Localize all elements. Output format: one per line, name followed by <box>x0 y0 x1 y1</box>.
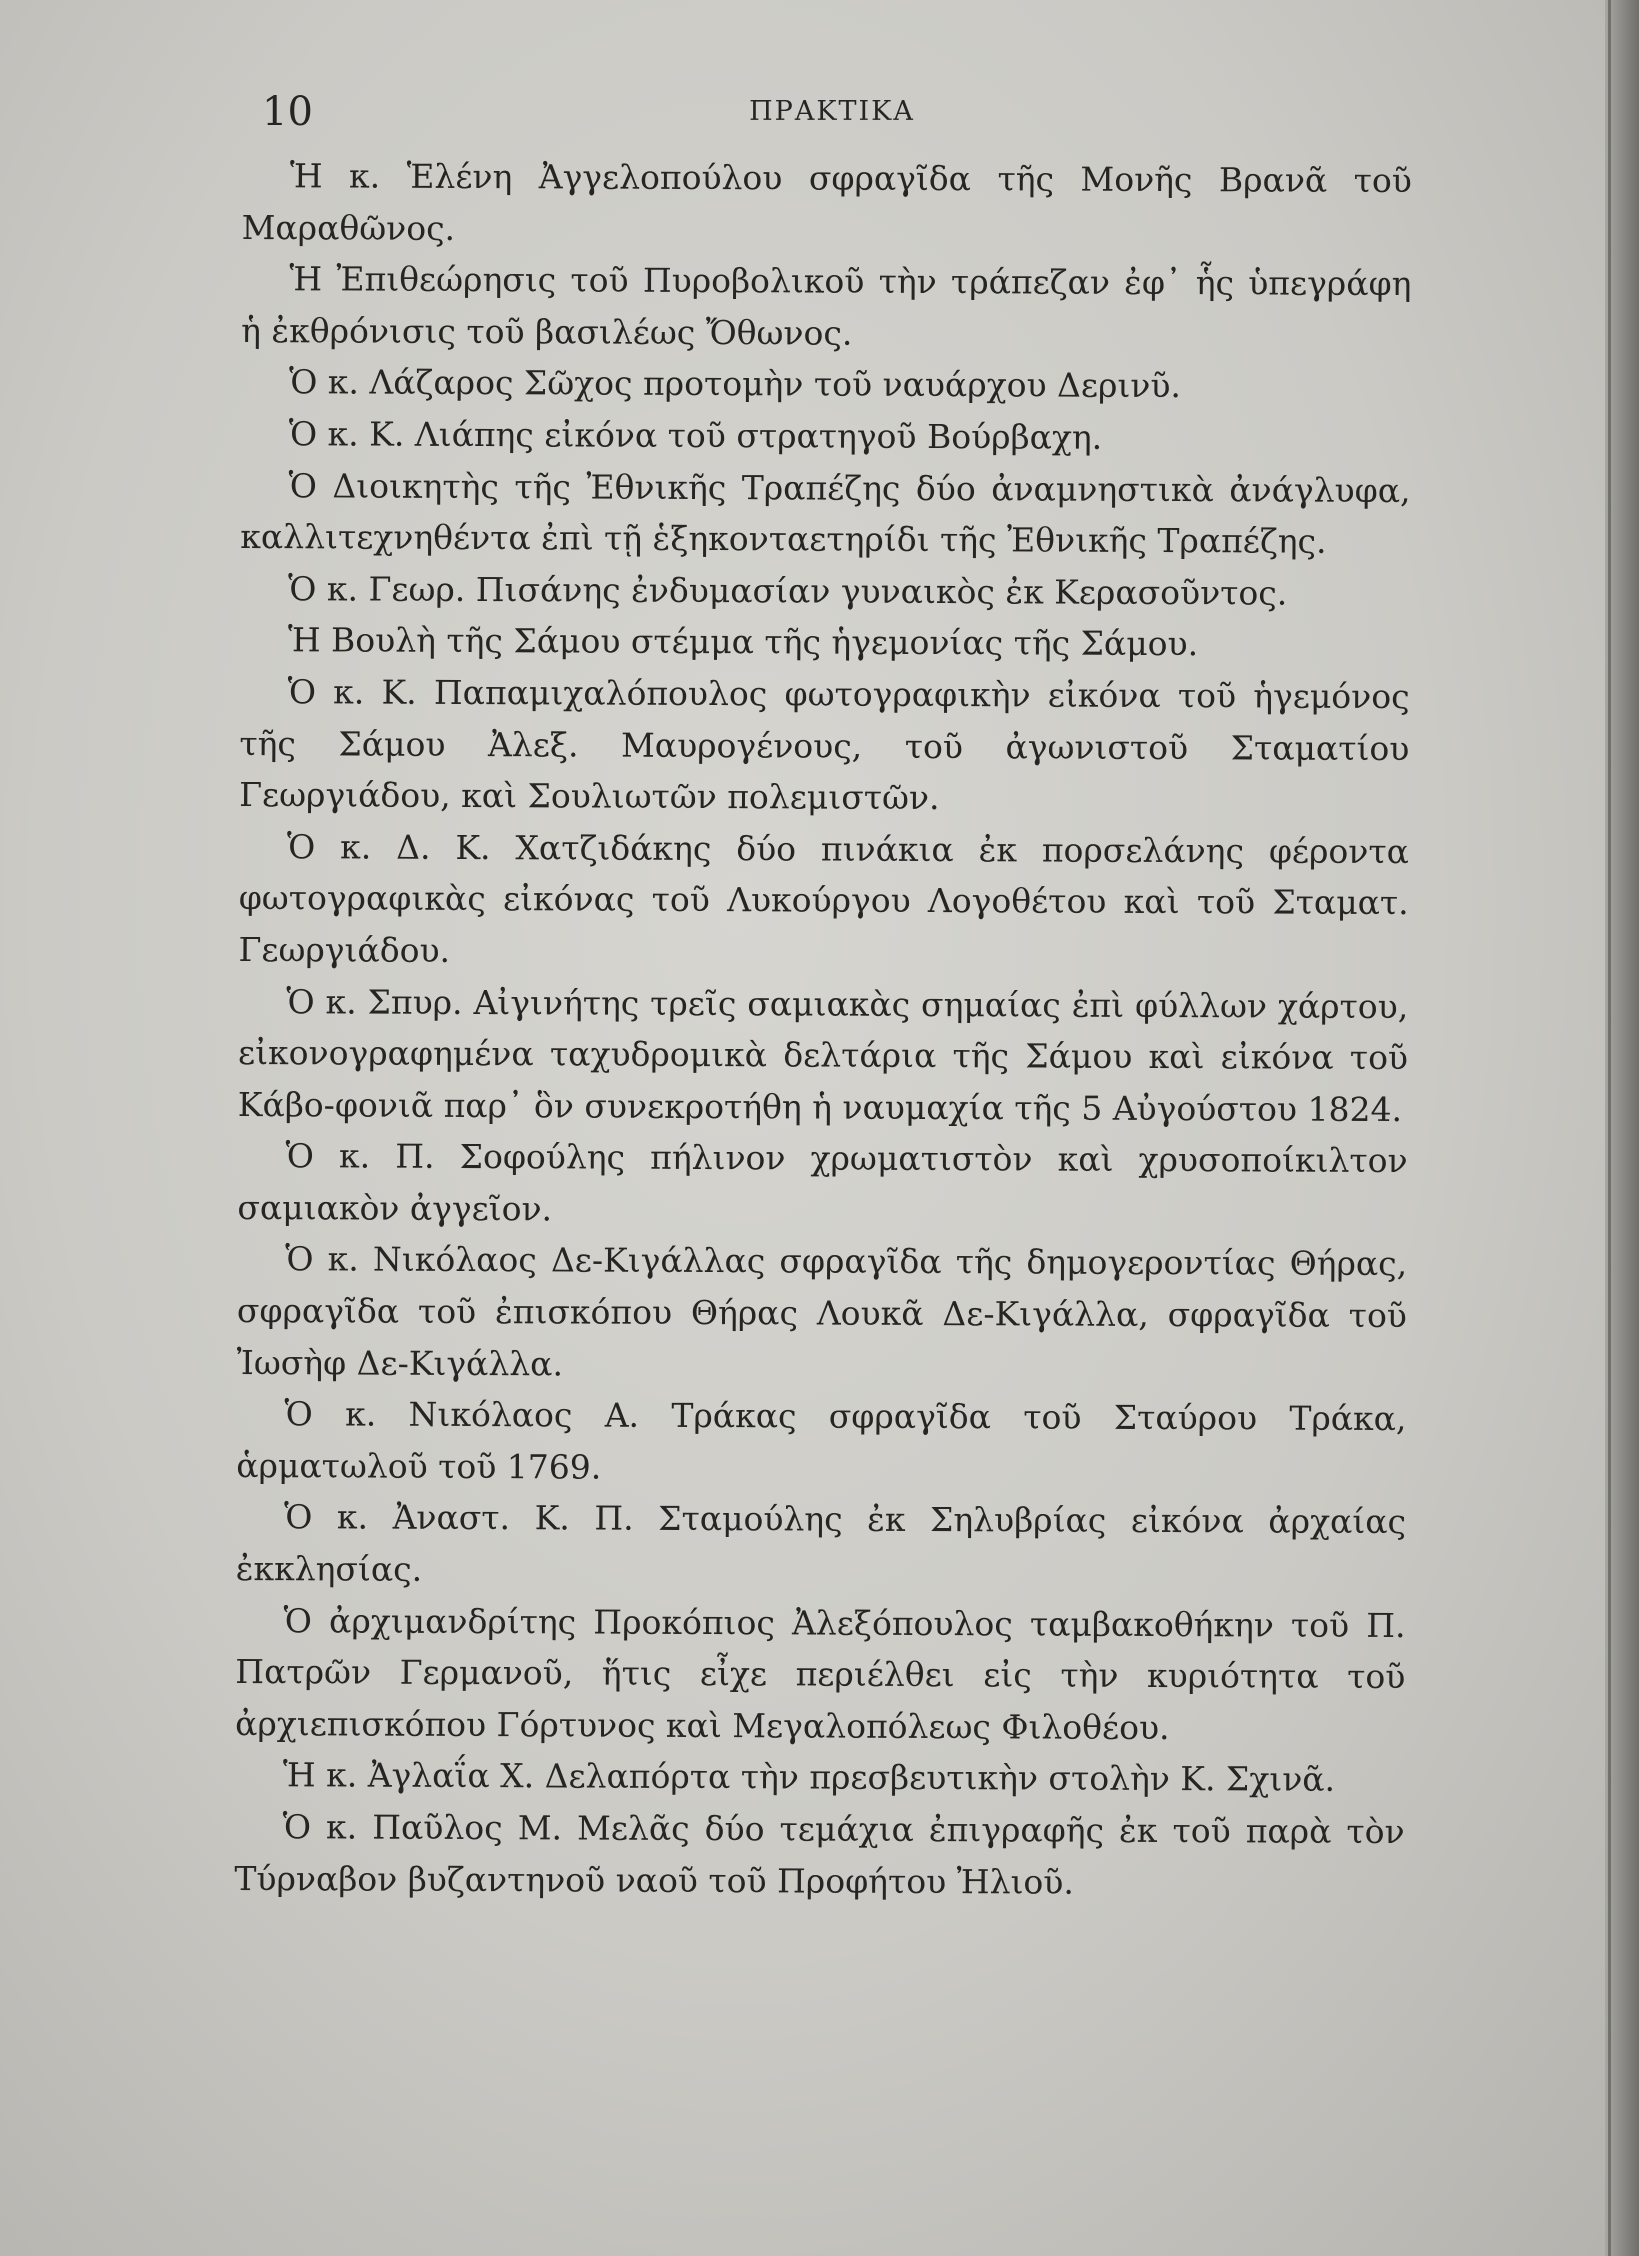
donation-entry: Ὁ κ. Νικόλαος Δε-Κιγάλλας σφραγῖδα τῆς δημογεροντίας Θήρας, σφραγῖδα τοῦ ἐπισκόπου Θήρας Λουκᾶ Δε-Κιγάλλα, σφραγῖδα τοῦ Ἰωσὴφ Δε-Κιγάλλα. <box>236 1239 1408 1384</box>
donation-entry: Ἡ Βουλὴ τῆς Σάμου στέμμα τῆς ἡγεμονίας τῆς Σάμου. <box>287 620 1199 664</box>
donation-entry: Ὁ κ. Κ. Λιάπης εἰκόνα τοῦ στρατηγοῦ Βούρβαχη. <box>288 414 1103 457</box>
running-head <box>262 86 1402 138</box>
donation-entry: Ὁ ἀρχιμανδρίτης Προκόπιος Ἀλεξόπουλος ταμβακοθήκην τοῦ Π. Πατρῶν Γερμανοῦ, ἥτις εἶχε περιέλθει εἰς τὴν κυριότητα τοῦ ἀρχιεπισκόπου Γόρτυνος καὶ Μεγαλοπόλεως Φιλοθέου. <box>235 1600 1406 1747</box>
binding-shadow <box>1608 0 1611 2256</box>
donation-entry: Ὁ κ. Νικόλαος Α. Τράκας σφραγῖδα τοῦ Σταύρου Τράκα, ἁρματωλοῦ τοῦ 1769. <box>236 1394 1407 1487</box>
donation-entry: Ὁ κ. Δ. Κ. Χατζιδάκης δύο πινάκια ἐκ πορσελάνης φέροντα φωτογραφικὰς εἰκόνας τοῦ Λυκούργου Λογοθέτου καὶ τοῦ Σταματ. Γεωργιάδου. <box>238 826 1410 970</box>
donation-entry: Ὁ κ. Παῦλος Μ. Μελᾶς δύο τεμάχια ἐπιγραφῆς ἐκ τοῦ παρὰ τὸν Τύρναβον βυζαντηνοῦ ναοῦ τοῦ Προφήτου Ἠλιοῦ. <box>234 1807 1405 1902</box>
donation-entry: Ὁ κ. Σπυρ. Αἰγινήτης τρεῖς σαμιακὰς σημαίας ἐπὶ φύλλων χάρτου, εἰκονογραφημένα ταχυδρομικὰ δελτάρια τῆς Σάμου καὶ εἰκόνα τοῦ Κάβο-φονιᾶ παρ᾽ ὃν συνεκροτήθη ἡ ναυμαχία τῆς 5 Αὐγούστου 1824. <box>237 981 1409 1129</box>
running-title: ΠΡΑΚΤΙΚΑ <box>749 96 915 127</box>
donation-entry: Ὁ κ. Γεωρ. Πισάνης ἐνδυμασίαν γυναικὸς ἐκ Κερασοῦντος. <box>288 568 1288 613</box>
donation-entry: Ἡ κ. Ἀγλαΐα Χ. Δελαπόρτα τὴν πρεσβευτικὴν στολὴν Κ. Σχινᾶ. <box>282 1755 1336 1800</box>
page-number: 10 <box>262 89 313 135</box>
donation-entry: Ὁ κ. Ἀναστ. Κ. Π. Σταμούλης ἐκ Σηλυβρίας εἰκόνα ἀρχαίας ἐκκλησίας. <box>235 1497 1407 1589</box>
donation-entry: Ἡ κ. Ἑλένη Ἀγγελοπούλου σφραγῖδα τῆς Μονῆς Βρανᾶ τοῦ Μαραθῶνος. <box>241 156 1412 248</box>
donation-entry: Ὁ κ. Κ. Παπαμιχαλόπουλος φωτογραφικὴν εἰκόνα τοῦ ἡγεμόνος τῆς Σάμου Ἀλεξ. Μαυρογένους, τοῦ ἀγωνιστοῦ Σταματίου Γεωργιάδου, καὶ Σουλιωτῶν πολεμιστῶν. <box>239 672 1410 818</box>
donation-entry: Ὁ Διοικητὴς τῆς Ἐθνικῆς Τραπέζης δύο ἀναμνηστικὰ ἀνάγλυφα, καλλιτεχνηθέντα ἐπὶ τῇ ἑξηκονταετηρίδι τῆς Ἐθνικῆς Τραπέζης. <box>240 465 1411 561</box>
donation-entry: Ὁ κ. Π. Σοφούλης πήλινον χρωματιστὸν καὶ χρυσοποίκιλτον σαμιακὸν ἀγγεῖον. <box>237 1136 1408 1229</box>
donation-list <box>234 150 1412 1909</box>
donation-entry: Ἡ Ἐπιθεώρησις τοῦ Πυροβολικοῦ τὴν τράπεζαν ἐφ᾽ ἧς ὑπεγράφη ἡ ἐκθρόνισις τοῦ βασιλέως Ὄθωνος. <box>241 259 1412 353</box>
donation-entry: Ὁ κ. Λάζαρος Σῶχος προτομὴν τοῦ ναυάρχου Δερινῦ. <box>288 362 1182 406</box>
